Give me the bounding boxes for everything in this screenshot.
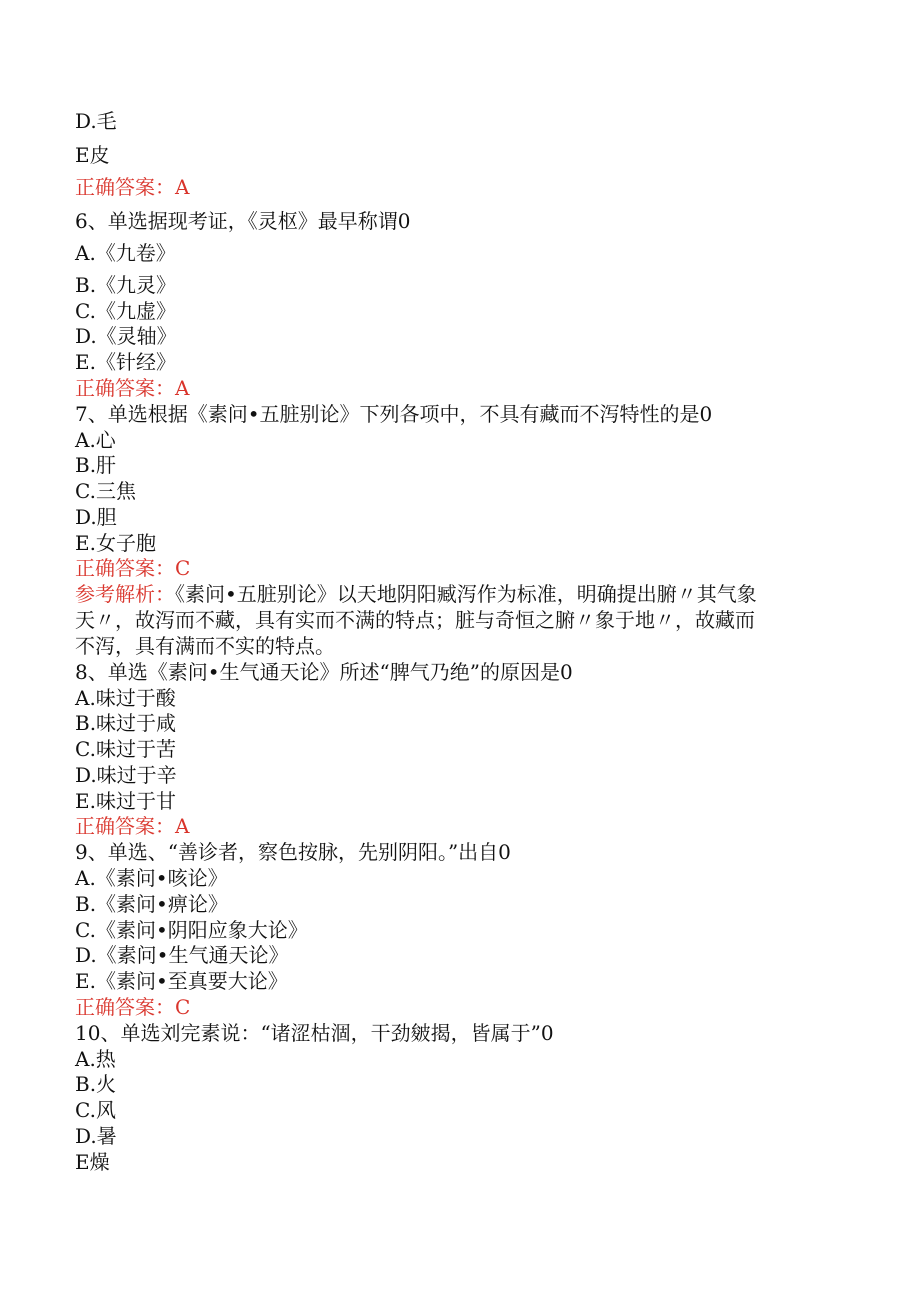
option-line: E燥 (75, 1150, 110, 1174)
option-line: D.《灵轴》 (75, 324, 177, 348)
question-line: 10、单选刘完素说：“诸涩枯涸，干劲皴揭，皆属于”0 (75, 1021, 554, 1045)
option-line: D.味过于辛 (75, 763, 177, 787)
analysis-line: 天〃，故泻而不藏，具有实而不满的特点；脏与奇恒之腑〃象于地〃，故藏而 (75, 608, 755, 632)
option-line: C.《九虚》 (75, 299, 176, 323)
question-line: 9、单选、“善诊者，察色按脉，先别阴阳。”出自0 (75, 840, 511, 864)
option-line: A.味过于酸 (75, 686, 176, 710)
option-line: B.肝 (75, 453, 117, 477)
option-line: D.《素问•生气通天论》 (75, 943, 289, 967)
option-line: C.风 (75, 1098, 116, 1122)
answer-line: 正确答案：A (75, 814, 190, 838)
option-line: D.毛 (75, 109, 117, 133)
analysis-line (75, 581, 757, 607)
answer-line: 正确答案：A (75, 376, 190, 400)
option-line: B.味过于咸 (75, 711, 177, 735)
option-line: A.《素问•咳论》 (75, 866, 228, 890)
option-line: C.味过于苦 (75, 737, 176, 761)
answer-line: 正确答案：A (75, 175, 190, 199)
analysis-text: 《素问•五脏别论》以天地阴阳臧泻作为标准，明确提出腑〃其气象 (175, 582, 757, 606)
option-line: E.味过于甘 (75, 789, 176, 813)
option-line: C.《素问•阴阳应象大论》 (75, 918, 308, 942)
answer-line: 正确答案：C (75, 995, 191, 1019)
option-line: B.《素问•痹论》 (75, 892, 228, 916)
option-line: E.《针经》 (75, 350, 176, 374)
question-line: 6、单选据现考证，《灵枢》最早称谓0 (75, 209, 411, 233)
option-line: D.胆 (75, 505, 117, 529)
option-line: C.三焦 (75, 479, 136, 503)
option-line: E皮 (75, 143, 110, 167)
option-line: D.暑 (75, 1124, 117, 1148)
option-line: B.《九灵》 (75, 273, 177, 297)
option-line: A.心 (75, 428, 116, 452)
question-line: 8、单选《素问•生气通天论》所述“脾气乃绝”的原因是0 (75, 660, 573, 684)
question-line: 7、单选根据《素问•五脏别论》下列各项中，不具有藏而不泻特性的是0 (75, 402, 713, 426)
option-line: E.女子胞 (75, 531, 156, 555)
option-line: A.《九卷》 (75, 241, 176, 265)
option-line: B.火 (75, 1072, 117, 1096)
analysis-line: 不泻，具有满而不实的特点。 (75, 634, 335, 658)
option-line: E.《素问•至真要大论》 (75, 969, 288, 993)
analysis-label: 参考解析： (75, 582, 175, 606)
answer-line: 正确答案：C (75, 556, 191, 580)
option-line: A.热 (75, 1047, 116, 1071)
